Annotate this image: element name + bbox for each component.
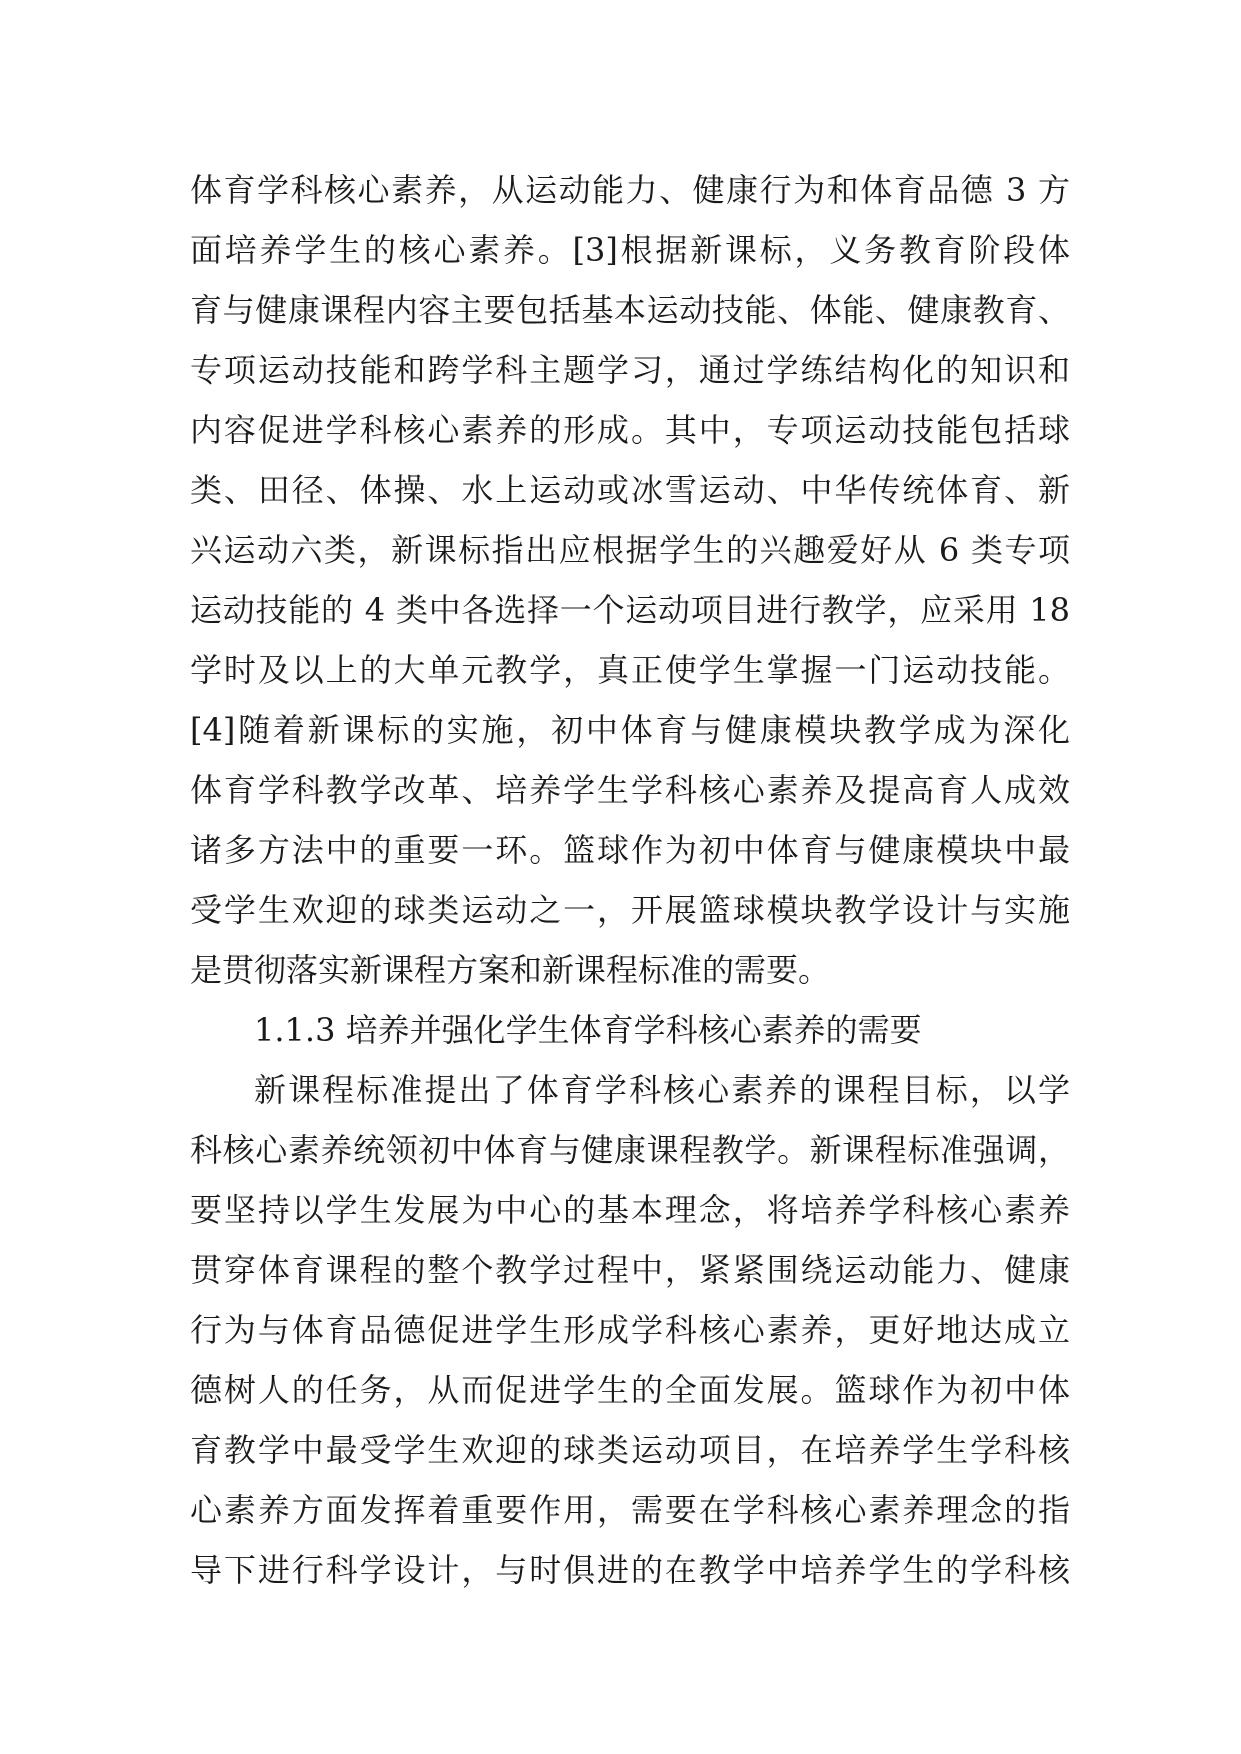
text-line: 体育学科教学改革、培养学生学科核心素养及提高育人成效 <box>190 771 1070 809</box>
text-line: 心素养方面发挥着重要作用，需要在学科核心素养理念的指 <box>190 1491 1070 1529</box>
text-line: 类、田径、体操、水上运动或冰雪运动、中华传统体育、新 <box>190 471 1070 509</box>
text-line: 要坚持以学生发展为中心的基本理念，将培养学科核心素养 <box>190 1191 1070 1229</box>
text-line: 育教学中最受学生欢迎的球类运动项目，在培养学生学科核 <box>190 1431 1070 1469</box>
paragraph-first-line: 新课程标准提出了体育学科核心素养的课程目标，以学 <box>254 1071 1070 1109</box>
text-line: 育与健康课程内容主要包括基本运动技能、体能、健康教育、 <box>190 291 1070 329</box>
text-line: 内容促进学科核心素养的形成。其中，专项运动技能包括球 <box>190 411 1070 449</box>
text-line: 受学生欢迎的球类运动之一，开展篮球模块教学设计与实施 <box>190 891 1070 929</box>
text-line: 兴运动六类，新课标指出应根据学生的兴趣爱好从 6 类专项 <box>190 531 1070 569</box>
text-line: 科核心素养统领初中体育与健康课程教学。新课程标准强调， <box>190 1131 1070 1169</box>
text-line: 行为与体育品德促进学生形成学科核心素养，更好地达成立 <box>190 1311 1070 1349</box>
text-line: 贯穿体育课程的整个教学过程中，紧紧围绕运动能力、健康 <box>190 1251 1070 1289</box>
section-heading: 1.1.3 培养并强化学生体育学科核心素养的需要 <box>254 1011 922 1049</box>
text-line: 运动技能的 4 类中各选择一个运动项目进行教学，应采用 18 <box>190 591 1070 629</box>
text-line: 学时及以上的大单元教学，真正使学生掌握一门运动技能。 <box>190 651 1070 689</box>
body-text <box>190 160 1070 1600</box>
text-line: [4]随着新课标的实施，初中体育与健康模块教学成为深化 <box>190 711 1070 749</box>
text-line: 导下进行科学设计，与时俱进的在教学中培养学生的学科核 <box>190 1551 1070 1589</box>
text-line: 体育学科核心素养，从运动能力、健康行为和体育品德 3 方 <box>190 171 1070 209</box>
paragraph-last-line: 是贯彻落实新课程方案和新课程标准的需要。 <box>190 951 831 989</box>
text-line: 诸多方法中的重要一环。篮球作为初中体育与健康模块中最 <box>190 831 1070 869</box>
text-line: 专项运动技能和跨学科主题学习，通过学练结构化的知识和 <box>190 351 1070 389</box>
text-line: 面培养学生的核心素养。[3]根据新课标，义务教育阶段体 <box>190 231 1070 269</box>
text-line: 德树人的任务，从而促进学生的全面发展。篮球作为初中体 <box>190 1371 1070 1409</box>
